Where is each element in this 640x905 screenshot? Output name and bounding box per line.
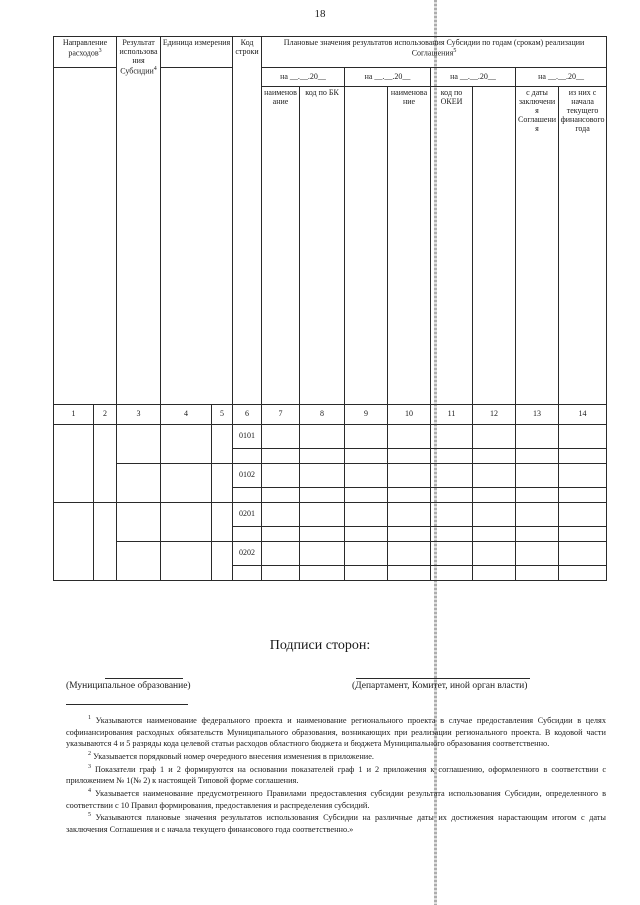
footnote-separator: [66, 704, 188, 705]
right-signature-line: [356, 678, 530, 679]
left-signature-line: [105, 678, 183, 679]
signatures-title: Подписи сторон:: [269, 638, 371, 653]
footnote-text: Показатели граф 1 и 2 формируются на основании показателей граф 1 и 2 приложения к соглашению, оформленного в соответствии с приложением № 1(№ 2) к настоящей Типовой форме соглашения.: [66, 764, 606, 786]
footnote: [66, 714, 606, 750]
footnote-text: Указывается наименование предусмотренного Правилами предоставления субсидии результата использования Субсидии, определенного в соответствии с 10 Правил формирования, предоставления и распределения субсидий.: [66, 788, 607, 810]
column-number: 6: [233, 405, 262, 425]
direction-name-cell: [54, 425, 94, 503]
column-number: 9: [345, 405, 388, 425]
unit-sub-empty: [161, 68, 233, 405]
footnote-number: 5: [88, 812, 91, 819]
column-number: 12: [473, 405, 516, 425]
right-signature-label: (Департамент, Комитет, иной орган власти): [352, 681, 528, 691]
column-number: 7: [262, 405, 300, 425]
result-cell: [117, 542, 161, 581]
footnote: [66, 750, 606, 763]
column-number: 3: [117, 405, 161, 425]
footnote-text: Указываются плановые значения результатов использования Субсидии на различные даты их достижения нарастающим итогом с даты заключения Соглашения и с начала текущего финансового года соответственно.»: [66, 813, 606, 834]
column-number: 14: [559, 405, 607, 425]
table-row: [54, 542, 607, 566]
plan-header-cell: [262, 37, 607, 68]
footnote: [66, 787, 606, 811]
code-sub-empty: [473, 87, 516, 405]
direction-name-cell: [54, 503, 94, 581]
direction-code-cell: [94, 503, 117, 581]
result-cell: [117, 425, 161, 464]
table-row: [54, 425, 607, 449]
unit-name-header: наименование: [388, 87, 431, 405]
result-cell: [117, 464, 161, 503]
result-header: Результат использования Субсидии: [119, 38, 158, 76]
footnote-number: 1: [88, 715, 91, 721]
column-number: 5: [212, 405, 233, 425]
row-code: 0202: [233, 542, 262, 566]
unit-name-cell: [161, 464, 212, 503]
plan-header: Плановые значения результатов использования Субсидии по годам (срокам) реализации Соглашения: [283, 38, 585, 58]
column-number: 11: [431, 405, 473, 425]
left-signature-label: (Муниципальное образование): [66, 681, 191, 691]
table-row: [54, 503, 607, 527]
row-code: 0102: [233, 464, 262, 488]
column-number: 8: [300, 405, 345, 425]
footnote-number: 4: [88, 787, 91, 794]
code-header: Код строки: [233, 37, 262, 405]
period-header-2: на __.__.20__: [345, 68, 431, 87]
footnote-number: 2: [88, 751, 91, 758]
direction-name-header: наименование: [262, 87, 300, 405]
column-number: 1: [54, 405, 94, 425]
unit-name-cell: [161, 503, 212, 542]
plan-footnote-mark: 5: [453, 47, 457, 54]
okei-cell: [212, 542, 233, 581]
footnote-text: Указывается порядковый номер очередного внесения изменения в приложение.: [93, 751, 374, 761]
result-sub-empty: [345, 87, 388, 405]
footnotes: [66, 714, 606, 836]
table-row: [54, 464, 607, 488]
result-footnote-mark: 4: [153, 65, 157, 72]
result-cell: [117, 503, 161, 542]
footnote: [66, 763, 606, 787]
column-number: 13: [516, 405, 559, 425]
footnote-text: Указываются наименование федерального проекта и наименование регионального проекта в случае предоставления Субсидии в целях софинансирования расходных обязательств Муниципального образования, возникающих при реализации регионального проекта. В кодовой части указываются 4 и 5 разряды кода целевой статьи расходов областного бюджета и бюджета Муниципального образования соответственно.: [66, 715, 606, 749]
row-code: 0101: [233, 425, 262, 449]
column-number: 2: [94, 405, 117, 425]
unit-name-cell: [161, 425, 212, 464]
page-number: 18: [314, 8, 326, 20]
column-number: 4: [161, 405, 212, 425]
unit-header: Единица измерения: [161, 37, 233, 68]
column-number: 10: [388, 405, 431, 425]
footnote-number: 3: [88, 763, 91, 770]
row-code: 0201: [233, 503, 262, 527]
okei-cell: [212, 425, 233, 464]
from-year-header-1: из них с начала текущего финансового года: [559, 87, 607, 405]
okei-cell: [212, 464, 233, 503]
okei-cell: [212, 503, 233, 542]
footnote: [66, 811, 606, 835]
unit-okei-header: код по ОКЕИ: [431, 87, 473, 405]
period-header-4: на __.__.20__: [516, 68, 607, 87]
direction-footnote-mark: 3: [98, 47, 102, 54]
period-header-1: на __.__.20__: [262, 68, 345, 87]
period-header-3: на __.__.20__: [431, 68, 516, 87]
direction-header-cell: [54, 37, 117, 68]
direction-code-header: код по БК: [300, 87, 345, 405]
result-header-cell: [117, 37, 161, 405]
unit-name-cell: [161, 542, 212, 581]
column-number-row: [54, 405, 607, 425]
direction-header: Направление расходов: [62, 38, 108, 58]
direction-sub-empty: [54, 68, 117, 405]
from-sign-header-1: с даты заключения Соглашения: [516, 87, 559, 405]
direction-code-cell: [94, 425, 117, 503]
plan-values-table: [53, 36, 607, 581]
